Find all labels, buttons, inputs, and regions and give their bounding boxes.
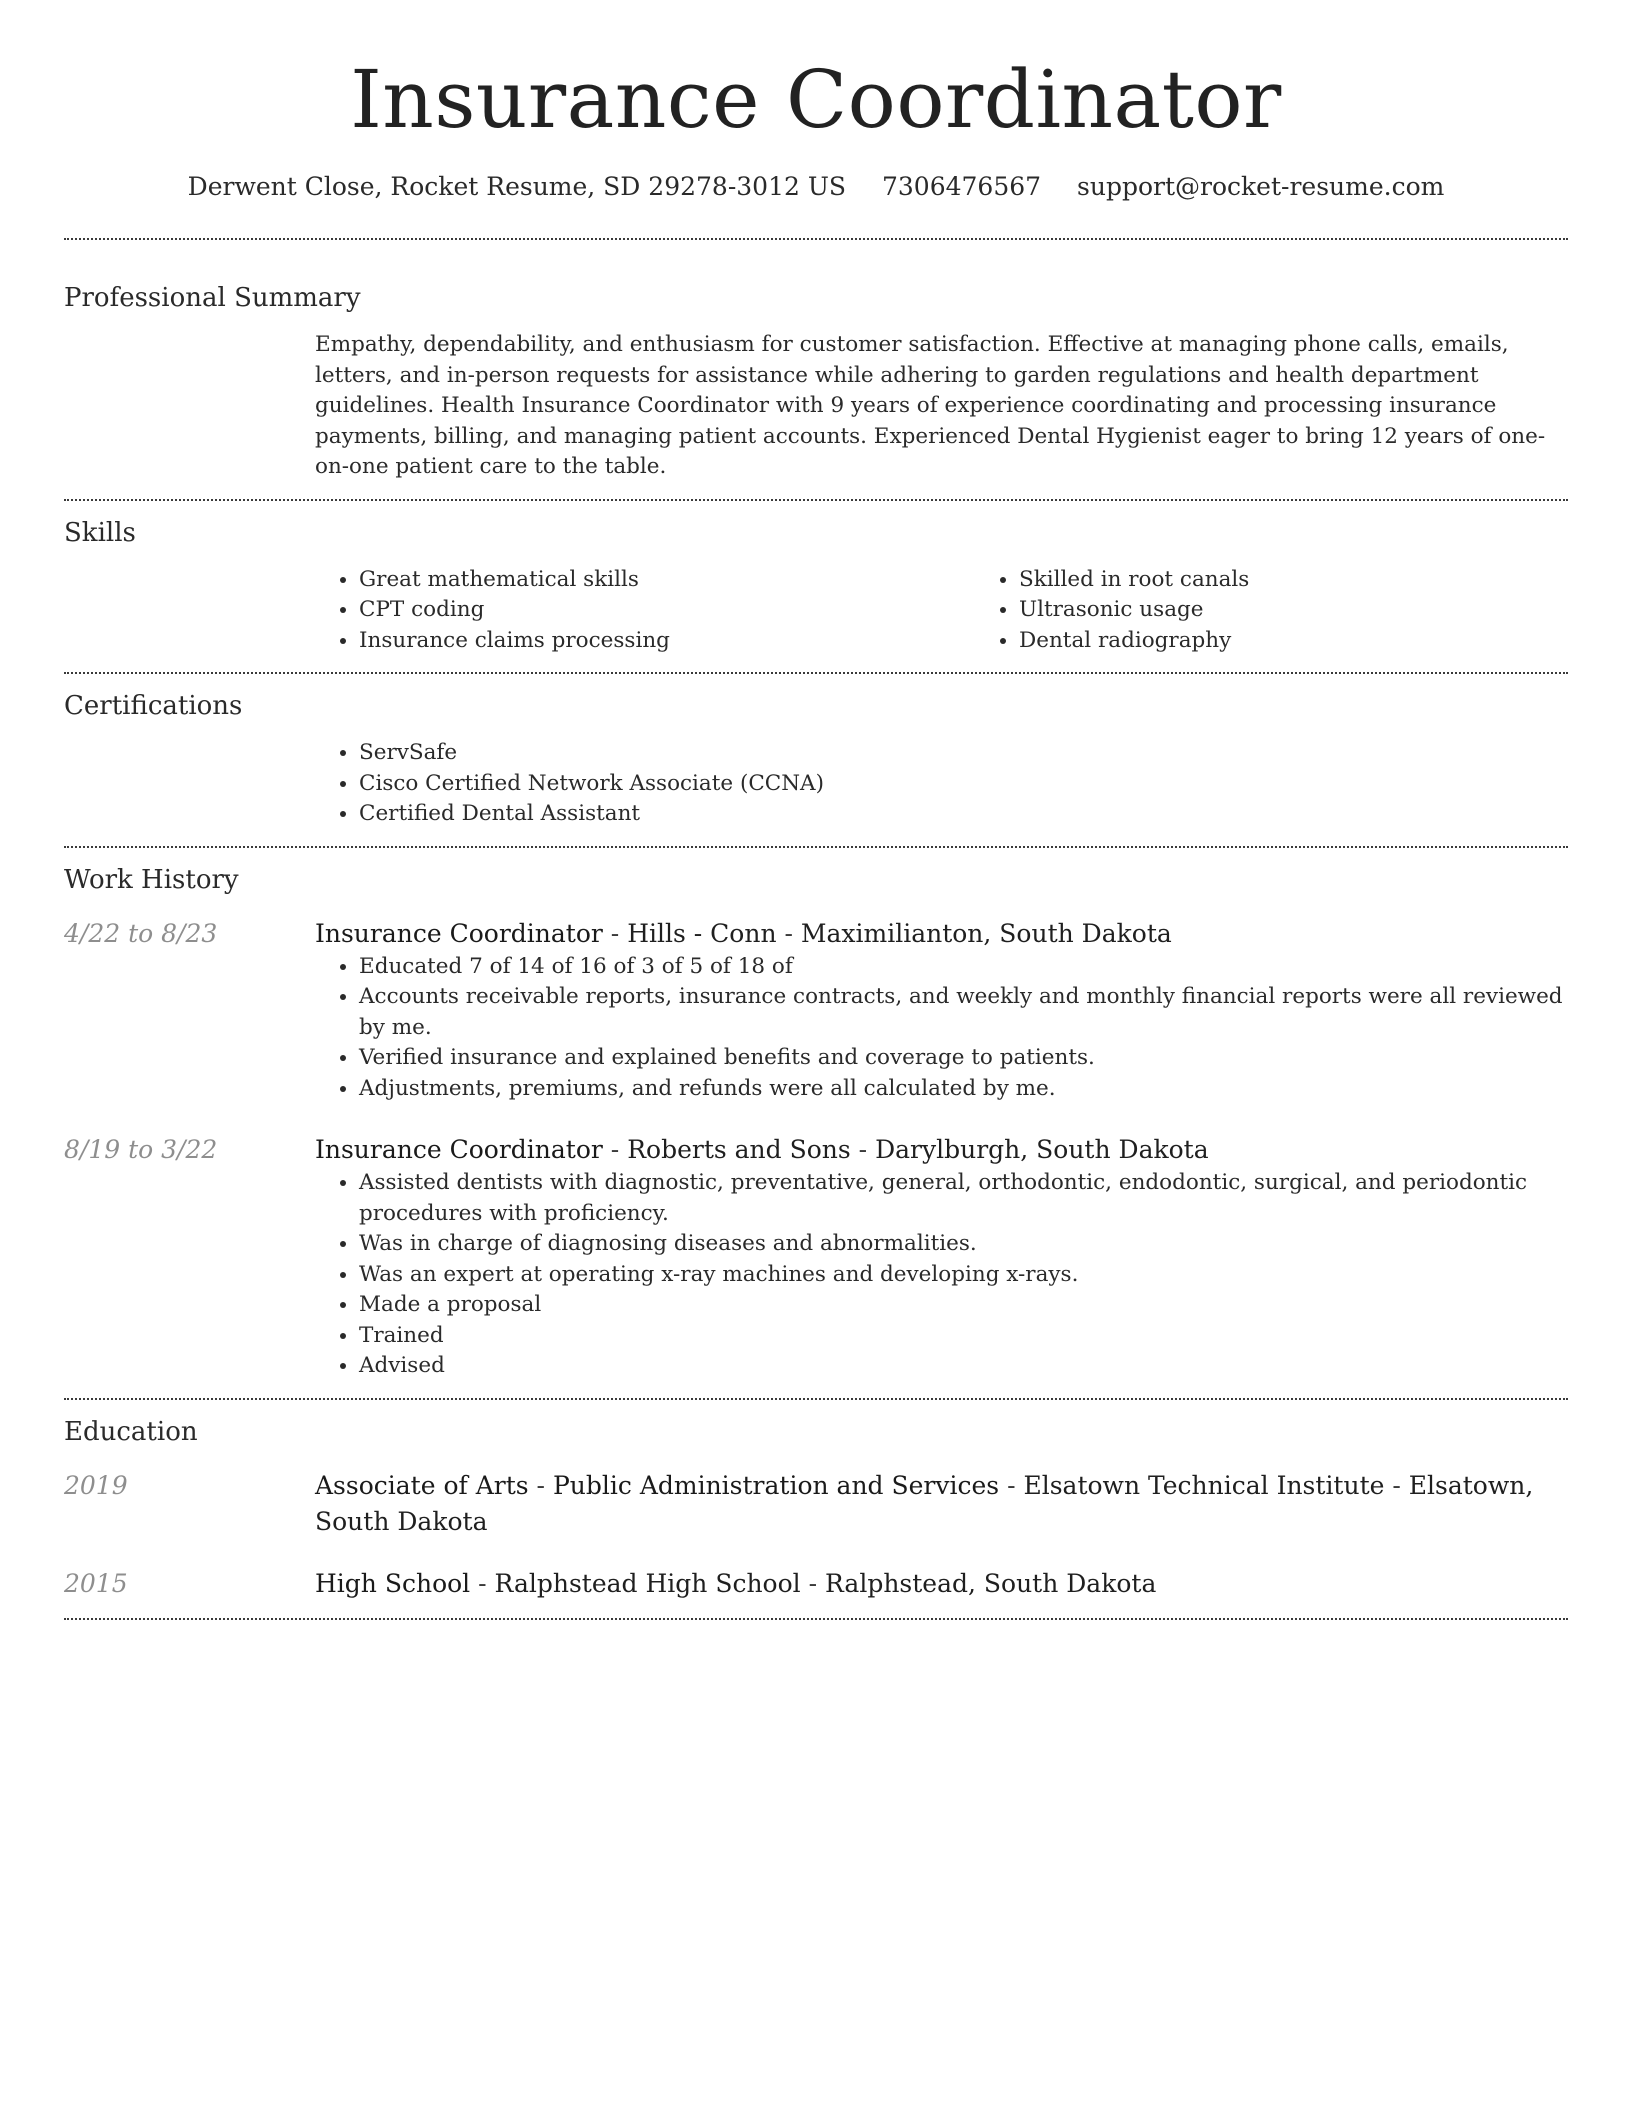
job-bullet: • Assisted dentists with diagnostic, preventative, general, orthodontic, endodontic, surgical, and periodontic procedures with proficiency. bbox=[359, 1168, 1568, 1229]
skills-heading: Skills bbox=[64, 517, 136, 548]
certifications-section bbox=[64, 674, 1568, 846]
certifications-heading: Certifications bbox=[64, 691, 243, 721]
job-location: Maximilianton, South Dakota bbox=[800, 918, 1172, 948]
contact-line bbox=[64, 170, 1568, 204]
education-degree: High School bbox=[315, 1568, 471, 1598]
education-location: Elsatown, South Dakota bbox=[315, 1470, 1534, 1536]
education-heading: Education bbox=[64, 1416, 198, 1447]
separator: - bbox=[784, 918, 793, 948]
certification-item: • Certified Dental Assistant bbox=[359, 799, 1568, 830]
skill-item: • Great mathematical skills bbox=[359, 565, 975, 596]
job-bullets bbox=[315, 1168, 1568, 1382]
work-history-heading: Work History bbox=[64, 864, 239, 895]
job-content bbox=[315, 1132, 1568, 1382]
contact-email: support@rocket-resume.com bbox=[1077, 172, 1445, 201]
job-bullet: • Educated 7 of 14 of 16 of 3 of 5 of 18 of bbox=[359, 952, 1568, 983]
separator: - bbox=[858, 1135, 868, 1164]
education-location: Ralphstead, South Dakota bbox=[825, 1568, 1157, 1598]
job-bullet: • Advised bbox=[359, 1351, 1568, 1382]
certification-item: • ServSafe bbox=[359, 738, 1568, 769]
job-entry bbox=[64, 1132, 1568, 1382]
summary-text: Empathy, dependability, and enthusiasm for customer satisfaction. Effective at managing phone calls, emails, letters, and in-person requests for assistance while adhering to garden regulations and health department guidelines. Health Insurance Coordinator with 9 years of experience coordinating and processing insurance payments, billing, and managing patient accounts. Experienced Dental Hygienist eager to bring 12 years of one-on-one patient care to the table. bbox=[315, 332, 1546, 479]
work-history-section bbox=[64, 848, 1568, 1398]
summary-heading: Professional Summary bbox=[64, 283, 361, 313]
education-heading-line bbox=[315, 1468, 1568, 1540]
skill-item: • Insurance claims processing bbox=[359, 626, 975, 657]
job-bullet: • Trained bbox=[359, 1321, 1568, 1352]
job-dates: 4/22 to 8/23 bbox=[64, 918, 218, 948]
summary-section bbox=[64, 240, 1568, 499]
separator: - bbox=[478, 1568, 487, 1598]
job-heading bbox=[315, 916, 1568, 952]
separator: - bbox=[1392, 1470, 1401, 1500]
job-company: Hills - Conn bbox=[627, 918, 777, 948]
skill-item: • Ultrasonic usage bbox=[1019, 595, 1632, 626]
job-bullet: • Was in charge of diagnosing diseases and abnormalities. bbox=[359, 1229, 1568, 1260]
education-school: Elsatown Technical Institute bbox=[1023, 1470, 1385, 1500]
job-bullet: • Was an expert at operating x-ray machines and developing x-rays. bbox=[359, 1260, 1568, 1291]
contact-phone: 7306476567 bbox=[882, 172, 1042, 201]
education-entry bbox=[64, 1566, 1568, 1602]
job-location: Darylburgh, South Dakota bbox=[875, 1135, 1209, 1164]
education-year: 2015 bbox=[64, 1568, 128, 1598]
job-heading bbox=[315, 1132, 1568, 1168]
education-content bbox=[315, 1566, 1568, 1602]
job-entry bbox=[64, 916, 1568, 1105]
job-bullet: • Adjustments, premiums, and refunds were all calculated by me. bbox=[359, 1074, 1568, 1105]
education-section bbox=[64, 1400, 1568, 1618]
job-company: Roberts and Sons bbox=[627, 1135, 851, 1164]
separator: - bbox=[536, 1470, 545, 1500]
education-degree: Associate of Arts bbox=[315, 1470, 529, 1500]
job-bullet: • Made a proposal bbox=[359, 1290, 1568, 1321]
skills-grid bbox=[315, 565, 1568, 657]
education-field: Public Administration and Services bbox=[552, 1470, 1000, 1500]
contact-address: Derwent Close, Rocket Resume, SD 29278-3012 US bbox=[187, 172, 847, 201]
certifications-list bbox=[315, 738, 1568, 830]
education-year: 2019 bbox=[64, 1470, 128, 1500]
job-bullet: • Accounts receivable reports, insurance contracts, and weekly and monthly financial reports were all reviewed by me. bbox=[359, 982, 1568, 1043]
job-bullet: • Verified insurance and explained benefits and coverage to patients. bbox=[359, 1043, 1568, 1074]
separator: - bbox=[1007, 1470, 1016, 1500]
job-title: Insurance Coordinator bbox=[315, 1135, 603, 1164]
summary-body bbox=[315, 330, 1568, 483]
skill-item: • CPT coding bbox=[359, 595, 975, 626]
job-content bbox=[315, 916, 1568, 1105]
certifications-body bbox=[315, 738, 1568, 830]
job-bullets bbox=[315, 952, 1568, 1105]
education-content bbox=[315, 1468, 1568, 1540]
skill-item: • Dental radiography bbox=[1019, 626, 1632, 657]
skills-list-left bbox=[315, 565, 975, 657]
candidate-name: Insurance Coordinator bbox=[350, 53, 1282, 146]
education-heading-line bbox=[315, 1566, 1568, 1602]
certification-item: • Cisco Certified Network Associate (CCNA) bbox=[359, 769, 1568, 800]
job-title: Insurance Coordinator bbox=[315, 918, 603, 948]
separator: - bbox=[610, 1135, 620, 1164]
skills-list-right bbox=[975, 565, 1632, 657]
separator: - bbox=[808, 1568, 818, 1598]
job-dates: 8/19 to 3/22 bbox=[64, 1135, 218, 1164]
skill-item: • Skilled in root canals bbox=[1019, 565, 1632, 596]
education-entry bbox=[64, 1468, 1568, 1540]
separator: - bbox=[610, 918, 620, 948]
section-divider bbox=[64, 1618, 1568, 1620]
skills-section bbox=[64, 501, 1568, 673]
education-school: Ralphstead High School bbox=[494, 1568, 801, 1598]
